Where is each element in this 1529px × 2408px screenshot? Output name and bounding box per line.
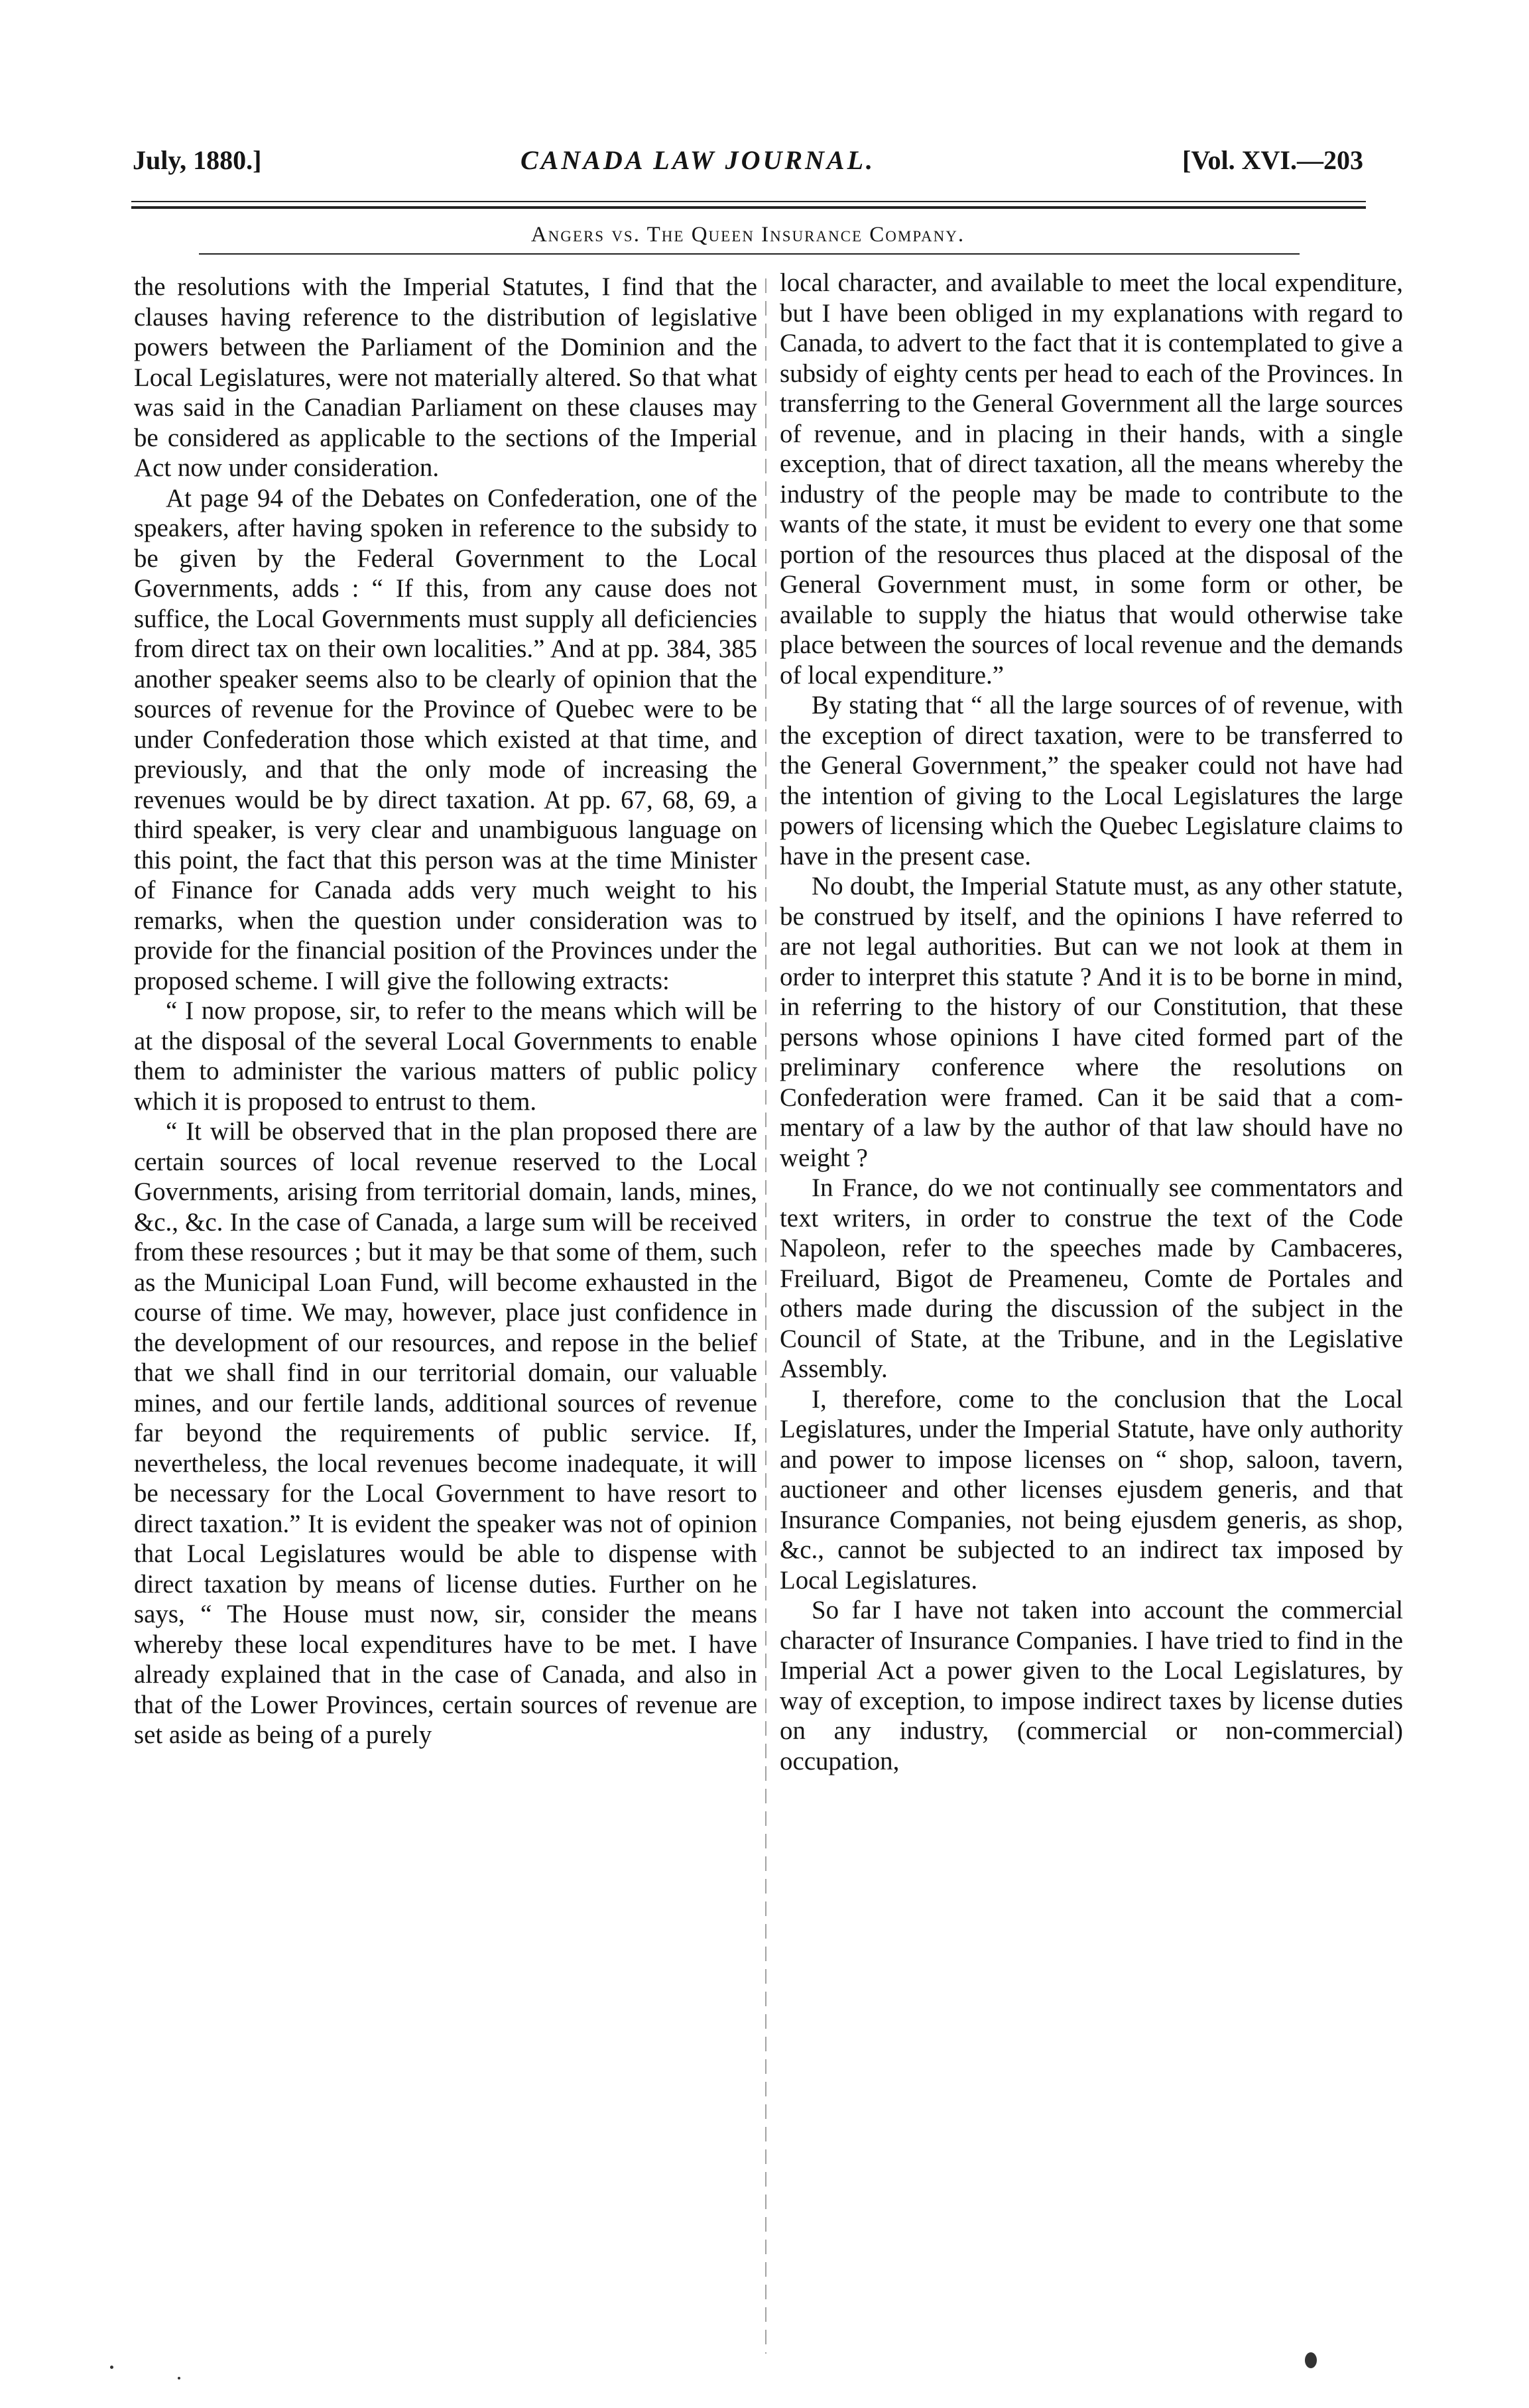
- quoted-paragraph: “ It will be observed that in the plan proposed there are certain sources of local revenue reserved to the Local Governments, arising from territorial domain, lands, mines, &c., &c. In the case of Canada, a large sum will be received from these resources ; but it may be that some of them, such as the Municipal Loan Fund, will become exhausted in the course of time. We may, however, place just confidence in the development of our resources, and repose in the belief that we shall find in our territorial domain, our valuable mines, and our fertile lands, additional sources of revenue far beyond the requirements of public service. If, nevertheless, the local revenues become inadequate, it will be necessary for the Local Government to have resort to direct taxation.” It is evident the speaker was not of opinion that Local Legislatures would be able to dispense with direct taxation by means of license duties. Further on he says, “ The House must now, sir, consider the means whereby these local expenditures have to be met. I have already explained that in the case of Canada, and also in that of the Lower Provinces, certain sources of revenue are set aside as being of a purely: [134, 1117, 757, 1749]
- quoted-paragraph: “ I now propose, sir, to refer to the means which will be at the disposal of the several Local Governments to enable them to administer the various matters of public policy which it is proposed to entrust to them.: [134, 996, 757, 1116]
- header-date: July, 1880.]: [133, 145, 262, 175]
- paragraph: So far I have not taken into account the commercial character of Insurance Companies. I have tried to find in the Imperial Act a power given to the Local Legislatures, by way of exception, to impose indirect taxes by license duties on any industry, (commercial or non-commercial) occupation,: [780, 1596, 1403, 1776]
- case-title: Angers vs. The Queen Insurance Company.: [530, 223, 965, 247]
- ink-blot-mark: [1305, 2352, 1317, 2368]
- column-divider: [765, 278, 766, 2354]
- paragraph: In France, do we not continually see commentators and text writers, in order to construe the text of the Code Napoleon, refer to the speeches made by Cambaceres, Freiluard, Bigot de Preameneu, Comte de Portales and others made during the discussion of the subject in the Council of State, at the Tribune, and in the Legislative Assembly.: [780, 1174, 1403, 1383]
- running-header: [133, 145, 1363, 184]
- paragraph: I, therefore, come to the conclusion that the Local Legislatures, under the Imperial Statute, have only authority and power to impose licenses on “ shop, saloon, tavern, auctioneer and other licenses ejusdem generis, and that Insurance Companies, not being ejusdem generis, as shop, &c., cannot be subjected to an indirect tax imposed by Local Legislatures.: [780, 1384, 1403, 1595]
- paragraph: No doubt, the Imperial Statute must, as any other statute, be construed by itself, and the opinions I have referred to are not legal authorities. But can we not look at them in order to interpret this statute ? And it is to be borne in mind, in referring to the history of our Constitution, that these persons whose opinions I have cited formed part of the preliminary conference where the resolutions on Confederation were framed. Can it be said that a commentary of a law by the author of that law should have no weight ?: [780, 872, 1403, 1172]
- ink-speck-mark: [110, 2366, 113, 2369]
- right-column: [780, 268, 1403, 2363]
- journal-title: CANADA LAW JOURNAL.: [520, 145, 876, 175]
- left-column: [134, 272, 757, 2367]
- header-rule-bottom: [131, 206, 1366, 209]
- paragraph: the resolutions with the Imperial Statutes, I find that the clauses having reference to the distribution of legislative powers between the Parliament of the Dominion and the Local Legislatures, were not materially altered. So that what was said in the Canadian Parliament on these clauses may be considered as applicable to the sections of the Imperial Act now under consideration.: [134, 272, 757, 482]
- ink-speck-mark: [178, 2377, 180, 2379]
- volume-page-number: [Vol. XVI.—203: [1182, 145, 1363, 175]
- case-title-rule: [199, 253, 1300, 255]
- paragraph: At page 94 of the Debates on Confederation, one of the speakers, after having spoken in reference to the subsidy to be given by the Federal Government to the Local Governments, adds : “ If this, from any cause does not suffice, the Local Governments must supply all deficiencies from direct tax on their own localities.” And at pp. 384, 385 another speaker seems also to be clearly of opinion that the sources of revenue for the Province of Quebec were to be under Confederation those which existed at that time, and previously, and that the only mode of increasing the revenues would be by direct taxation. At pp. 67, 68, 69, a third speaker, is very clear and unambiguous language on this point, the fact that this person was at the time Minister of Finance for Canada adds very much weight to his remarks, when the question under consideration was to provide for the financial position of the Provinces under the proposed scheme. I will give the following extracts:: [134, 483, 757, 995]
- paragraph: By stating that “ all the large sources of of revenue, with the exception of direct taxation, were to be transferred to the General Government,” the speaker could not have had the intention of giving to the Local Legislatures the large powers of licensing which the Quebec Legislature claims to have in the present case.: [780, 691, 1403, 871]
- header-rule-top: [131, 201, 1366, 202]
- paragraph: local character, and available to meet the local expenditure, but I have been obliged in my explanations with regard to Canada, to advert to the fact that it is contemplated to give a subsidy of eighty cents per head to each of the Provinces. In transferring to the General Government all the large sources of revenue, and in placing in their hands, with a single exception, that of direct taxation, all the means whereby the industry of the people may be made to contribute to the wants of the state, it must be evident to every one that some portion of the resources thus placed at the disposal of the General Government must, in some form or other, be available to supply the hiatus that would otherwise take place between the sources of local revenue and the demands of local expenditure.”: [780, 269, 1403, 690]
